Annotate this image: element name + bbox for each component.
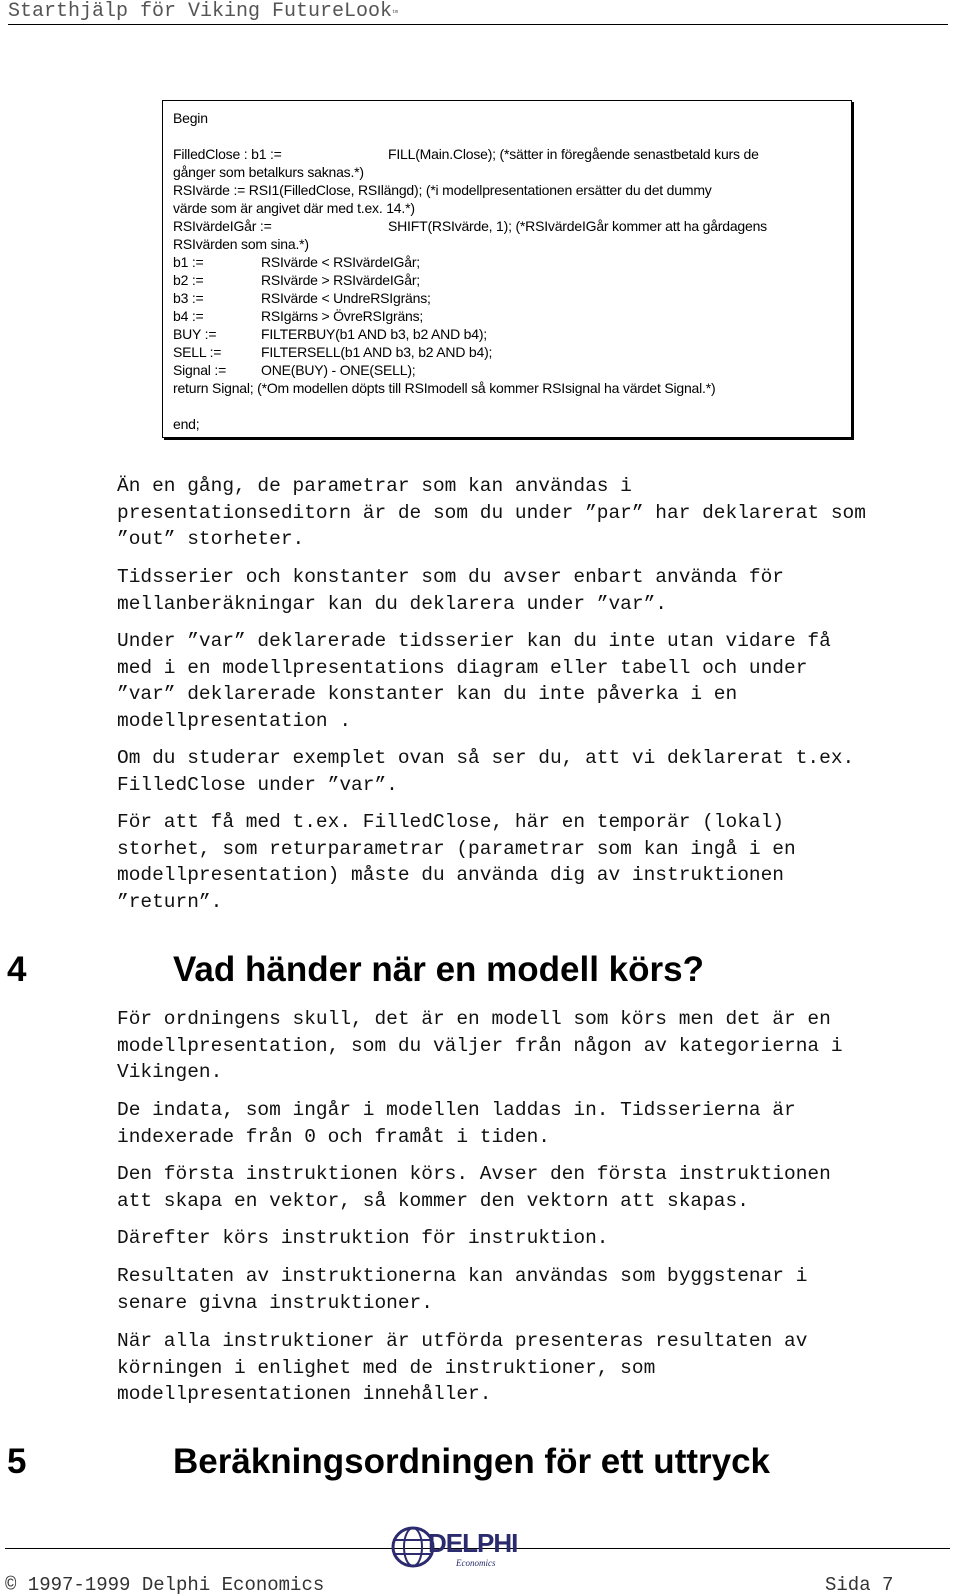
code-rhs: ONE(BUY) - ONE(SELL); — [261, 362, 416, 378]
code-line: RSIvärde := RSI1(FilledClose, RSIlängd); (*i modellpresentationen ersätter du det dummy — [173, 182, 712, 198]
code-end: end; — [173, 416, 200, 432]
paragraph: Resultaten av instruktionerna kan användas som byggstenar i senare givna instruktioner. — [117, 1265, 808, 1314]
code-lhs: b2 := — [173, 272, 204, 288]
code-line: RSIvärden som sina.*) — [173, 236, 309, 252]
code-rhs: FILTERSELL(b1 AND b3, b2 AND b4); — [261, 344, 493, 360]
paragraph: De indata, som ingår i modellen laddas in. Tidsserierna är indexerade från 0 och framåt i tiden. — [117, 1099, 796, 1148]
page-header — [8, 0, 948, 25]
code-lhs: b3 := — [173, 290, 204, 306]
page-number: Sida 7 — [825, 1574, 894, 1596]
code-assignment — [173, 325, 841, 343]
code-line — [173, 217, 841, 235]
code-rhs: RSIgärns > ÖvreRSIgräns; — [261, 308, 424, 324]
code-rhs: RSIvärde > RSIvärdeIGår; — [261, 272, 420, 288]
code-box — [162, 100, 852, 438]
code-assignment — [173, 289, 841, 307]
paragraph: Om du studerar exemplet ovan så ser du, att vi deklarerat t.ex. FilledClose under ”var”. — [117, 747, 855, 796]
code-rhs: SHIFT(RSIvärde, 1); (*RSIvärdeIGår kommer att ha gårdagens — [388, 218, 767, 234]
section-title: Vad händer när en modell körs? — [173, 950, 704, 989]
footer-copyright: © 1997-1999 Delphi Economics — [5, 1574, 325, 1596]
paragraph: Än en gång, de parametrar som kan användas i presentationseditorn är de som du under ”par” har deklarerat som ”out” storheter. — [117, 475, 866, 550]
header-title: Starthjälp för Viking FutureLook — [8, 0, 393, 23]
code-lhs: b1 := — [173, 254, 204, 270]
code-line: gånger som betalkurs saknas.*) — [173, 164, 364, 180]
paragraph: När alla instruktioner är utförda presenteras resultaten av körningen i enlighet med de instruktioner, som modellpresentationen innehåller. — [117, 1330, 808, 1405]
code-assignment — [173, 343, 841, 361]
paragraph: Tidsserier och konstanter som du avser enbart använda för mellanberäkningar kan du deklarera under ”var”. — [117, 566, 785, 615]
code-rhs: FILL(Main.Close); (*sätter in föregående senastbetald kurs de — [388, 146, 759, 162]
section-title: Beräkningsordningen för ett uttryck — [173, 1442, 771, 1481]
paragraph: För att få med t.ex. FilledClose, här en temporär (lokal) storhet, som returparametrar (parametrar som kan ingå i en modellpresentation) måste du använda dig av instruktionen ”return”. — [117, 811, 796, 913]
code-begin: Begin — [173, 110, 208, 126]
code-rhs: RSIvärde < UndreRSIgräns; — [261, 290, 431, 306]
code-assignment — [173, 271, 841, 289]
code-lhs: b4 := — [173, 308, 204, 324]
code-lhs: Signal := — [173, 362, 227, 378]
code-lhs: RSIvärdeIGår := — [173, 218, 272, 234]
code-lhs: SELL := — [173, 344, 222, 360]
section-number: 5 — [7, 1442, 27, 1481]
code-rhs: RSIvärde < RSIvärdeIGår; — [261, 254, 420, 270]
code-line: värde som är angivet där med t.ex. 14.*) — [173, 200, 415, 216]
code-lhs: BUY := — [173, 326, 217, 342]
code-assignment — [173, 307, 841, 325]
delphi-logo — [388, 1520, 518, 1578]
code-rhs: FILTERBUY(b1 AND b3, b2 AND b4); — [261, 326, 487, 342]
code-return: return Signal; (*Om modellen döpts till RSImodell så kommer RSIsignal ha värdet Signal.*) — [173, 380, 716, 396]
code-assignment — [173, 361, 841, 379]
paragraph: Därefter körs instruktion för instruktion. — [117, 1227, 609, 1249]
code-lhs: FilledClose : b1 := — [173, 146, 282, 162]
code-assignment — [173, 253, 841, 271]
logo-text: DELPHI — [428, 1528, 518, 1558]
logo-subtext: Economics — [456, 1558, 496, 1568]
paragraph: För ordningens skull, det är en modell som körs men det är en modellpresentation, som du väljer från någon av kategorierna i Vikingen. — [117, 1008, 843, 1083]
section-number: 4 — [7, 950, 27, 989]
code-line — [173, 145, 841, 163]
paragraph: Den första instruktionen körs. Avser den första instruktionen att skapa en vektor, så kommer den vektorn att skapas. — [117, 1163, 831, 1212]
trademark-mark: tm — [392, 9, 399, 15]
paragraph: Under ”var” deklarerade tidsserier kan du inte utan vidare få med i en modellpresentations diagram eller tabell och under ”var” deklarerade konstanter kan du inte påverka i en modellpresentation . — [117, 630, 831, 732]
